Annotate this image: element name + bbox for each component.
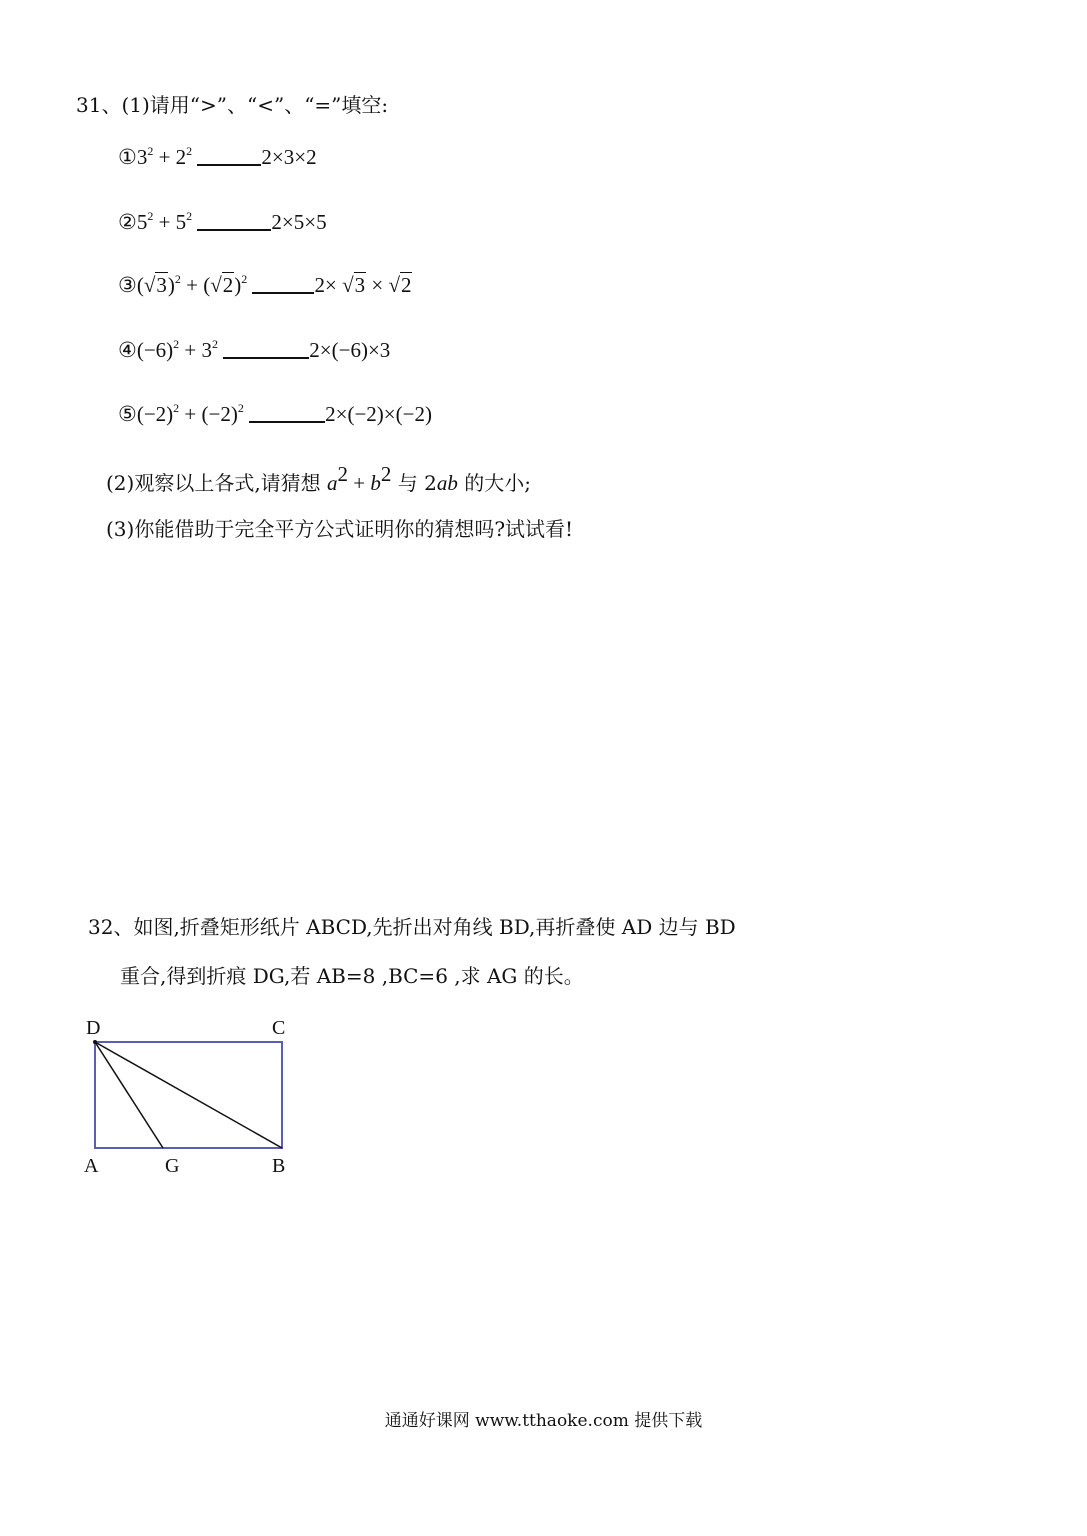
answer-blank[interactable] <box>197 211 271 231</box>
q31-item-5: $⑤(-2)^2 + (-2)^2$ 2×(−2)×(−2) <box>118 401 432 426</box>
q32-line-1: 32、如图,折叠矩形纸片 ABCD,先折出对角线 BD,再折叠使 AD 边与 BD <box>88 915 736 939</box>
vertex-d-dot <box>93 1040 97 1044</box>
q32-line-2: 重合,得到折痕 DG,若 AB=8 ,BC=6 ,求 AG 的长。 <box>120 964 584 988</box>
rectangle-fold-figure <box>76 1012 306 1184</box>
crease-dg <box>95 1042 163 1148</box>
sqrt-symbol: √3 <box>342 273 366 297</box>
sqrt-symbol: √2 <box>388 273 412 297</box>
diagonal-bd <box>95 1042 282 1148</box>
sqrt-symbol: √2 <box>210 273 234 297</box>
q31-header: 31、(1)请用“>”、“<”、“=”填空: <box>76 93 389 117</box>
q31-item-2: $②5^2 + 5^2$ 2×5×5 <box>118 209 327 234</box>
q31-item-3: $③(√3)^2 + (√2)^2$ 2× √3 × √2 <box>118 272 412 297</box>
answer-blank[interactable] <box>249 403 325 423</box>
label-g: G <box>165 1155 180 1177</box>
q31-part3: (3)你能借助于完全平方公式证明你的猜想吗?试试看! <box>106 517 574 541</box>
answer-blank[interactable] <box>252 274 314 294</box>
item-marker: ② <box>118 210 137 234</box>
label-a: A <box>84 1155 99 1177</box>
label-d: D <box>86 1017 101 1039</box>
sqrt-symbol: √3 <box>143 273 167 297</box>
q31-item-4: $④(-6)^2 + 3^2$ 2×(−6)×3 <box>118 337 391 362</box>
item-marker: ⑤ <box>118 402 137 426</box>
answer-blank[interactable] <box>223 339 309 359</box>
q31-part2: (2)观察以上各式,请猜想 $a^2 + b^2$ 与 2ab 的大小; <box>106 462 531 495</box>
q31-item-1: $①3^2 + 2^2$ 2×3×2 <box>118 144 317 169</box>
answer-blank[interactable] <box>197 146 261 166</box>
item-marker: ④ <box>118 338 137 362</box>
label-b: B <box>272 1155 286 1177</box>
page-footer: 通通好课网 www.tthaoke.com 提供下载 <box>384 1411 703 1431</box>
item-marker: ③ <box>118 273 137 297</box>
item-marker: ① <box>118 145 137 169</box>
label-c: C <box>272 1017 286 1039</box>
